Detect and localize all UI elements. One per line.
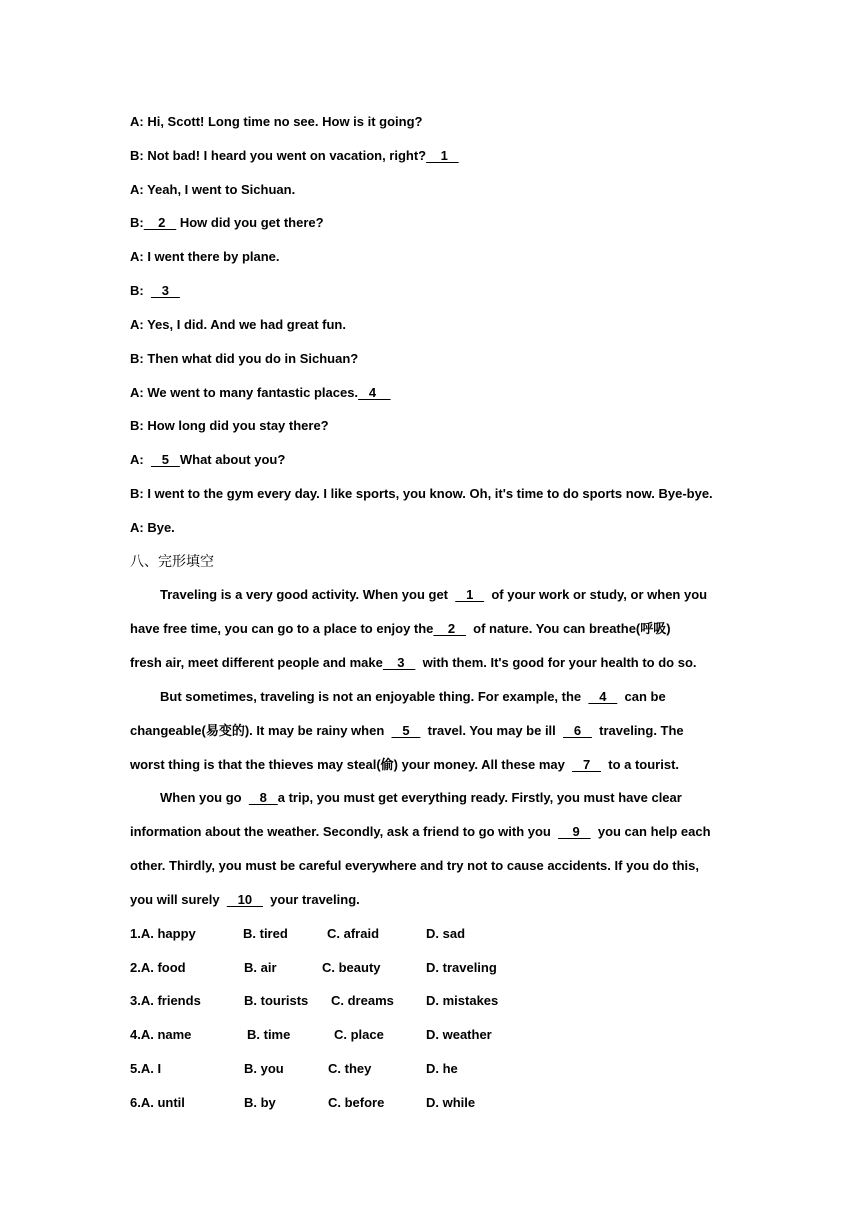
passage-text: of nature. You can breathe(呼吸): [465, 621, 671, 636]
cloze-blank: 3: [382, 655, 416, 670]
cloze-blank: 4: [588, 689, 618, 704]
passage-text: fresh air, meet different people and make: [130, 655, 383, 670]
dialogue-line: [130, 214, 324, 232]
dialogue-line: A: I went there by plane.: [130, 249, 280, 264]
cloze-blank: 9: [558, 824, 591, 839]
cloze-blank: 10: [226, 892, 263, 907]
passage-line: [130, 756, 679, 774]
passage-line: [130, 891, 360, 909]
answer-option: 2.A. food: [130, 960, 186, 975]
cloze-blank: 6: [563, 723, 592, 738]
cloze-blank: 8: [248, 790, 278, 805]
dialogue-line: A: Yes, I did. And we had great fun.: [130, 317, 346, 332]
answer-option: C. before: [328, 1095, 385, 1110]
dialogue-line: [130, 451, 285, 469]
section-title: 八、完形填空: [130, 553, 214, 569]
passage-text: to a tourist.: [601, 757, 680, 772]
passage-text: other. Thirdly, you must be careful everywhere and try not to cause accidents. If you do this,: [130, 858, 700, 873]
answer-option: D. weather: [426, 1027, 492, 1042]
question-row: [130, 1026, 550, 1044]
question-row: [130, 925, 550, 943]
cloze-blank: 5: [391, 723, 421, 738]
passage-text: traveling. The: [591, 723, 684, 738]
dialogue-line: B: How long did you stay there?: [130, 418, 329, 433]
question-row: [130, 1094, 550, 1112]
passage-text: can be: [617, 689, 666, 704]
passage-text: of your work or study, or when you: [484, 587, 708, 602]
dialogue-line: [130, 282, 180, 300]
answer-option: D. traveling: [426, 960, 497, 975]
passage-text: your traveling.: [262, 892, 360, 907]
passage-text: travel. You may be ill: [420, 723, 563, 738]
passage-text: changeable(易变的). It may be rainy when: [130, 723, 392, 738]
passage-line: [160, 789, 682, 807]
answer-option: C. afraid: [327, 926, 380, 941]
answer-option: D. sad: [426, 926, 466, 941]
dialogue-line: B: I went to the gym every day. I like sports, you know. Oh, it's time to do sports now. Bye-bye.: [130, 486, 713, 501]
dialogue-line: [130, 384, 391, 402]
cloze-blank: 1: [455, 587, 485, 602]
dialogue-text: B:: [130, 215, 144, 230]
passage-text: have free time, you can go to a place to enjoy the: [130, 621, 434, 636]
answer-option: B. tourists: [244, 993, 309, 1008]
passage-line: [130, 722, 684, 740]
answer-option: B. tired: [243, 926, 288, 941]
passage-line: [160, 688, 666, 706]
dialogue-line: A: Hi, Scott! Long time no see. How is it going?: [130, 114, 423, 129]
passage-text: you can help each: [590, 824, 711, 839]
passage-text: a trip, you must get everything ready. Firstly, you must have clear: [277, 790, 682, 805]
passage-line: [130, 620, 671, 638]
answer-option: D. he: [426, 1061, 458, 1076]
dialogue-text: B:: [130, 283, 151, 298]
dialogue-text: A:: [130, 452, 151, 467]
answer-option: B. time: [247, 1027, 291, 1042]
passage-text: you will surely: [130, 892, 227, 907]
dialogue-blank: 2: [143, 215, 177, 230]
question-row: [130, 992, 550, 1010]
dialogue-blank: 3: [150, 283, 180, 298]
answer-option: 6.A. until: [130, 1095, 185, 1110]
answer-option: B. by: [244, 1095, 276, 1110]
question-row: [130, 959, 550, 977]
dialogue-blank: 5: [150, 452, 180, 467]
dialogue-line: [130, 147, 459, 165]
answer-option: D. while: [426, 1095, 476, 1110]
answer-option: C. dreams: [331, 993, 394, 1008]
passage-text: Traveling is a very good activity. When you get: [160, 587, 456, 602]
answer-option: C. they: [328, 1061, 372, 1076]
dialogue-text: B: Not bad! I heard you went on vacation, right?: [130, 148, 427, 163]
passage-text: worst thing is that the thieves may steal(偷) your money. All these may: [130, 757, 573, 772]
passage-line: [130, 823, 711, 841]
question-row: [130, 1060, 550, 1078]
passage-text: information about the weather. Secondly, ask a friend to go with you: [130, 824, 559, 839]
answer-option: B. air: [244, 960, 277, 975]
dialogue-blank: 4: [358, 385, 391, 400]
passage-text: But sometimes, traveling is not an enjoyable thing. For example, the: [160, 689, 589, 704]
dialogue-text: What about you?: [179, 452, 286, 467]
passage-line: [160, 586, 707, 604]
answer-option: B. you: [244, 1061, 284, 1076]
dialogue-text: A: We went to many fantastic places.: [130, 385, 359, 400]
answer-option: C. beauty: [322, 960, 381, 975]
answer-option: 3.A. friends: [130, 993, 201, 1008]
passage-text: with them. It's good for your health to do so.: [415, 655, 697, 670]
passage-line: [130, 654, 697, 672]
passage-line: [130, 857, 699, 875]
answer-option: 1.A. happy: [130, 926, 196, 941]
passage-text: When you go: [160, 790, 249, 805]
answer-option: 5.A. I: [130, 1061, 162, 1076]
dialogue-line: A: Yeah, I went to Sichuan.: [130, 182, 296, 197]
answer-option: C. place: [334, 1027, 384, 1042]
dialogue-text: How did you get there?: [176, 215, 324, 230]
answer-option: 4.A. name: [130, 1027, 192, 1042]
cloze-blank: 2: [433, 621, 466, 636]
dialogue-line: A: Bye.: [130, 520, 175, 535]
cloze-blank: 7: [572, 757, 602, 772]
dialogue-line: B: Then what did you do in Sichuan?: [130, 351, 359, 366]
dialogue-blank: 1: [426, 148, 459, 163]
answer-option: D. mistakes: [426, 993, 499, 1008]
